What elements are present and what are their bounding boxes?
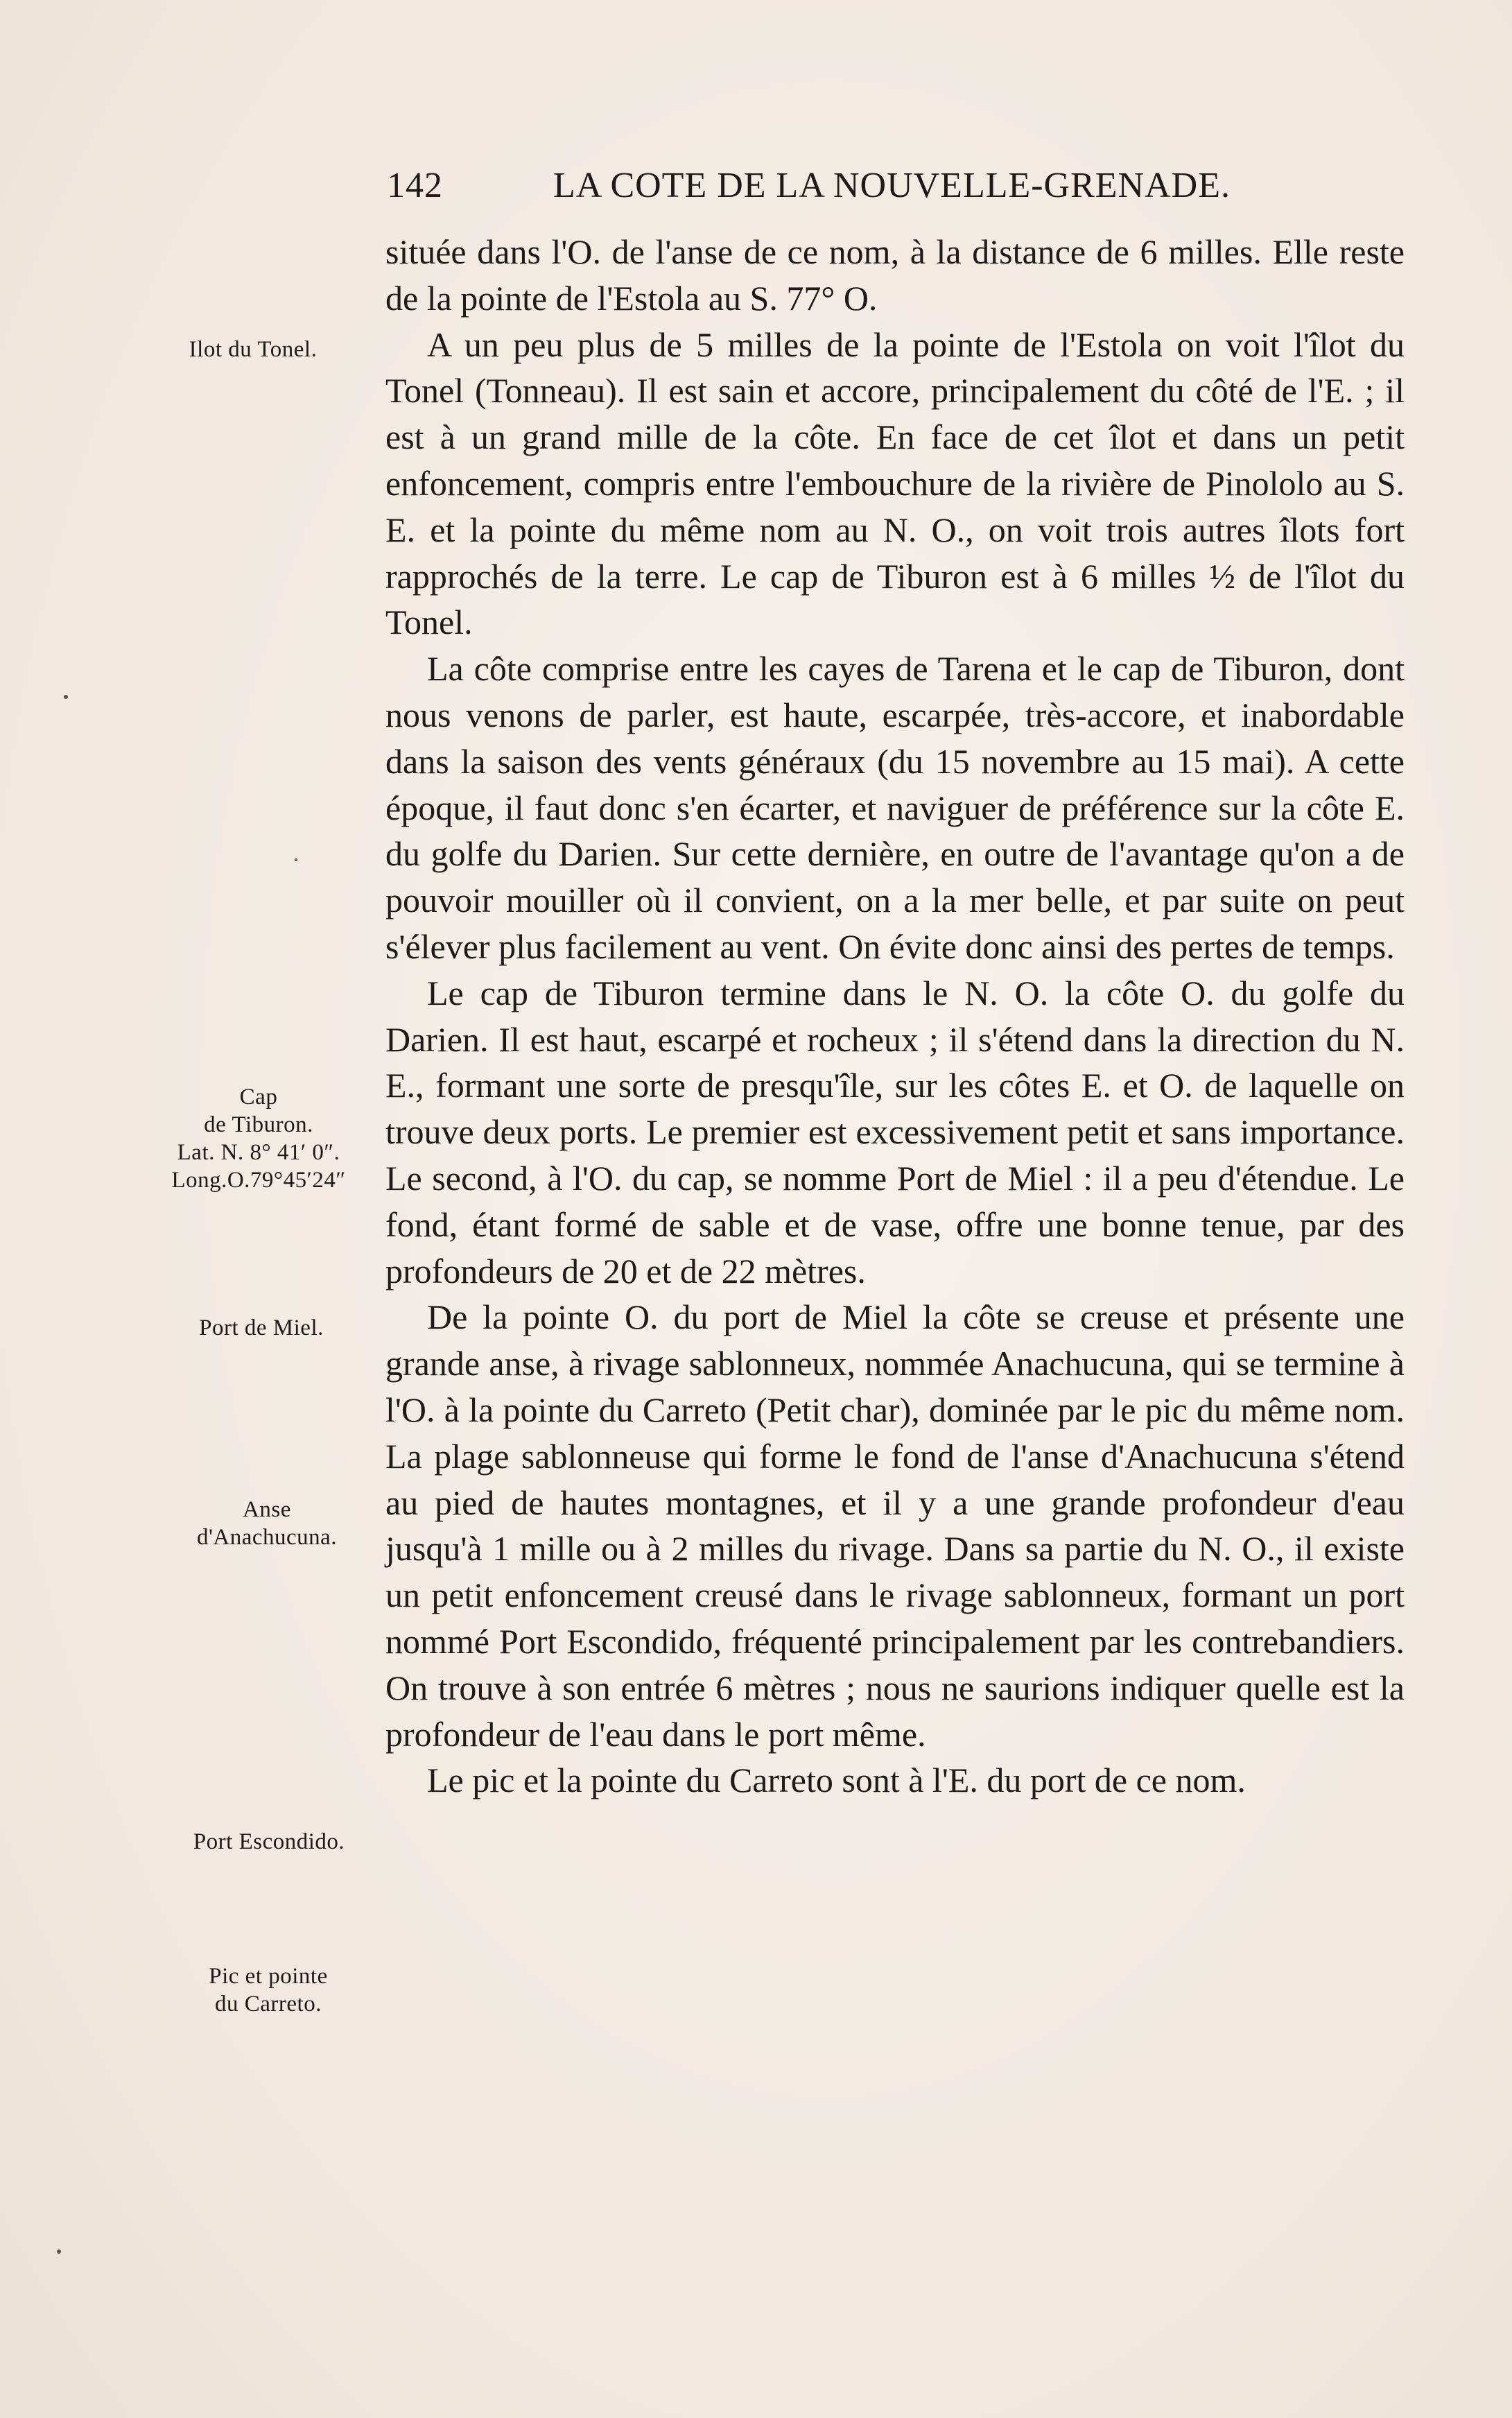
margin-note-line: Lat. N. 8° 41′ 0″. bbox=[177, 1140, 340, 1165]
margin-note-pic-du-carreto bbox=[168, 1962, 369, 2018]
paragraph: La côte comprise entre les cayes de Tarena et le cap de Tiburon, dont nous venons de parler, est haute, escarpée, très-accore, et inabordable dans la saison des vents généraux (du 15 novembre au 15 mai). A cette époque, il faut donc s'en écarter, et naviguer de préférence sur la côte E. du golfe du Darien. Sur cette dernière, en outre de l'avantage qu'on a de pouvoir mouiller où il convient, on a la mer belle, et par suite on peut s'élever plus facilement au vent. On évite donc ainsi des pertes de temps. bbox=[385, 649, 1405, 966]
paragraph: Le cap de Tiburon termine dans le N. O. la côte O. du golfe du Darien. Il est haut, escarpé et rocheux ; il s'étend dans la direction du N. E., formant une sorte de presqu'île, sur les côtes E. et O. de laquelle on trouve deux ports. Le premier est excessivement petit et sans importance. Le second, à l'O. du cap, se nomme Port de Miel : il a peu d'étendue. Le fond, étant formé de sable et de vase, offre une bonne tenue, par des profondeurs de 20 et de 22 mètres. bbox=[385, 973, 1405, 1290]
paragraph: située dans l'O. de l'anse de ce nom, à la distance de 6 milles. Elle reste de la pointe de l'Estola au S. 77° O. bbox=[385, 232, 1405, 318]
margin-note-line: Anse bbox=[243, 1497, 291, 1522]
margin-note-line: Long.O.79°45′24″ bbox=[171, 1168, 346, 1193]
margin-note-line: du Carreto. bbox=[215, 1992, 322, 2017]
margin-note-line: de Tiburon. bbox=[204, 1112, 313, 1137]
paper-speck bbox=[295, 858, 297, 861]
page-header bbox=[387, 165, 1241, 214]
margin-note-text: Ilot du Tonel. bbox=[189, 337, 318, 362]
paper-speck bbox=[64, 695, 68, 699]
page-number: 142 bbox=[387, 166, 443, 205]
margin-note-cap-de-tiburon bbox=[158, 1083, 359, 1194]
margin-note-ilot-du-tonel bbox=[153, 336, 354, 363]
margin-note-anse-anachucuna bbox=[166, 1496, 367, 1551]
margin-note-line: d'Anachucuna. bbox=[196, 1525, 338, 1550]
main-text bbox=[385, 229, 1405, 1804]
paper-speck bbox=[57, 2249, 61, 2254]
margin-note-line: Cap bbox=[239, 1085, 278, 1109]
margin-note-line: Pic et pointe bbox=[209, 1964, 328, 1989]
margin-note-port-escondido bbox=[168, 1828, 370, 1856]
paragraph: Le pic et la pointe du Carreto sont à l'E. du port de ce nom. bbox=[427, 1761, 1246, 1800]
paragraph: De la pointe O. du port de Miel la côte se creuse et présente une grande anse, à rivage sablonneux, nommée Anachucuna, qui se termine à l'O. à la pointe du Carreto (Petit char), dominée par le pic du même nom. La plage sablonneuse qui forme le fond de l'anse d'Anachucuna s'étend au pied de hautes montagnes, et il y a une grande profondeur d'eau jusqu'à 1 mille ou à 2 milles du rivage. Dans sa partie du N. O., il existe un petit enfoncement creusé dans le rivage sablonneux, formant un port nommé Port Escondido, fréquenté principalement par les contrebandiers. On trouve à son entrée 6 mètres ; nous ne saurions indiquer quelle est la profondeur de l'eau dans le port même. bbox=[385, 1297, 1405, 1754]
margin-note-text: Port Escondido. bbox=[193, 1829, 345, 1854]
margin-note-text: Port de Miel. bbox=[199, 1315, 324, 1340]
margin-note-port-de-miel bbox=[161, 1314, 362, 1342]
running-title: LA COTE DE LA NOUVELLE-GRENADE. bbox=[553, 166, 1231, 205]
paragraph: A un peu plus de 5 milles de la pointe de l'Estola on voit l'îlot du Tonel (Tonneau). Il est sain et accore, principalement du côté de l'E. ; il est à un grand mille de la côte. En face de cet îlot et dans un petit enfoncement, compris entre l'embouchure de la rivière de Pinololo au S. E. et la pointe du même nom au N. O., on voit trois autres îlots fort rapprochés de la terre. Le cap de Tiburon est à 6 milles ½ de l'îlot du Tonel. bbox=[385, 325, 1405, 642]
